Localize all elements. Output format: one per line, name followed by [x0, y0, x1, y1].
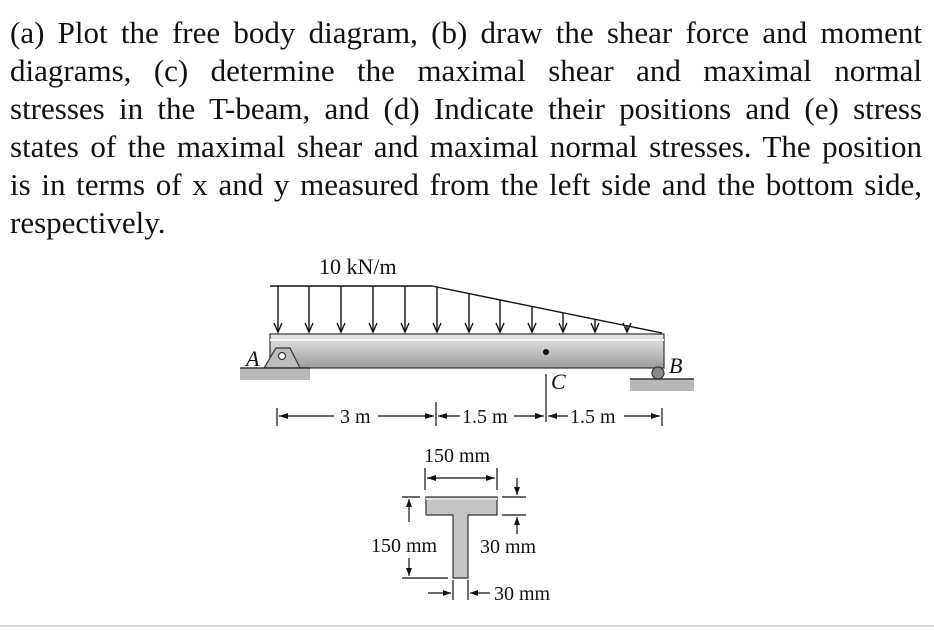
- beam: [270, 334, 664, 368]
- roller-icon: [652, 367, 664, 379]
- point-c-label: C: [551, 369, 566, 394]
- point-c-marker: [543, 349, 549, 355]
- span-label-1: 3 m: [340, 406, 371, 428]
- problem-line: (a) Plot the free body diagram, (b) draw the shear force and moment: [10, 15, 922, 50]
- flange-width-label: 150 mm: [424, 445, 491, 467]
- problem-line: respectively.: [10, 205, 166, 240]
- span-dimensions: [277, 402, 662, 428]
- problem-line: stresses in the T-beam, and (d) Indicate their positions and (e) stress: [10, 91, 922, 126]
- distributed-load: [270, 254, 662, 333]
- span-label-3: 1.5 m: [570, 406, 616, 428]
- problem-line: is in terms of x and y measured from the left side and the bottom side,: [10, 167, 922, 202]
- problem-line: diagrams, (c) determine the maximal shear and maximal normal: [10, 53, 922, 88]
- pin-icon: [279, 353, 286, 360]
- web-thickness-label: 30 mm: [494, 583, 551, 605]
- flange-thickness-label: 30 mm: [480, 536, 537, 558]
- divider: [0, 625, 934, 627]
- support-a-label: A: [246, 346, 260, 371]
- problem-line: states of the maximal shear and maximal normal stresses. The position: [10, 129, 922, 164]
- span-label-2: 1.5 m: [462, 406, 508, 428]
- ground-b: [630, 379, 694, 391]
- load-label: 10 kN/m: [319, 254, 397, 279]
- support-b-label: B: [669, 353, 683, 378]
- web-height-label: 150 mm: [371, 535, 438, 557]
- load-arrows: [274, 286, 631, 332]
- t-section: [371, 445, 551, 605]
